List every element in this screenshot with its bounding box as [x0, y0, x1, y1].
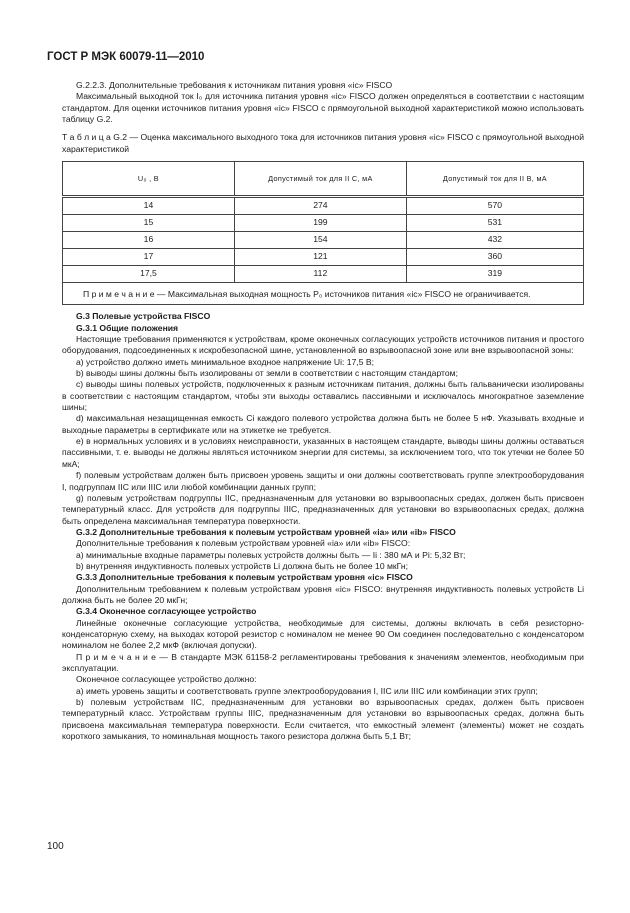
- table-cell: 319: [406, 266, 583, 283]
- body-paragraph: b) полевым устройствам IIC, предназначенным для установки во взрывоопасных средах, должен быть присвоен температурный класс. Устройствам группы IIIC, предназначенным для установки во взрывоопасных средах, должна быть присвоена максимальная температура поверхности. Если считается, что емкостный элемент (элементы) может не создать короткого замыкания, то номинальная мощность такого резистора должна быть 5,1 Вт;: [62, 697, 584, 742]
- table-row: [63, 249, 584, 266]
- body-paragraph: g) полевым устройствам подгруппы IIC, предназначенным для установки во взрывоопасных средах, должен быть присвоен температурный класс. Для устройств для подгруппы IIIC, предназначенных для установки во взрывоопасных средах, должна быть определена максимальная температура поверхности.: [62, 492, 584, 526]
- body-text: [62, 311, 584, 742]
- body-paragraph: e) в нормальных условиях и в условиях неисправности, указанных в настоящем стандарте, выводы шины должны оставаться пассивными, т. е. выводы не должны являться источником энергии для системы, за исключением того, что ток утечки не более 50 мкА;: [62, 436, 584, 469]
- table-note-row: [63, 283, 584, 305]
- section-g223-title: G.2.2.3. Дополнительные требования к источникам питания уровня «ic» FISCO: [76, 80, 393, 90]
- body-paragraph: c) выводы шины полевых устройств, подключенных к разным источникам питания, должны быть гальванически изолированы в соответствии с настоящим стандартом, чтобы эти выходы оставались пассивными и исключалось многократное заземление шины;: [62, 379, 584, 413]
- body-paragraph: a) устройство должно иметь минимальное входное напряжение Ui: 17,5 В;: [76, 356, 375, 367]
- table-cell: 432: [406, 232, 583, 249]
- body-paragraph: f) полевым устройствам должен быть присвоен уровень защиты и они должны соответствовать группе электрооборудования I, подгруппам IIC или IIIC или любой комбинации данных групп;: [62, 470, 584, 492]
- table-cell: 199: [234, 215, 406, 232]
- body-paragraph: Линейные оконечные согласующие устройства, необходимые для системы, должны включать в себя резисторно-конденсаторную схему, на выходах которой резистор с номиналом не менее 90 Ом соединен последовательно с конденсатором номиналом не более 2,2 мкФ (включая допуски).: [62, 617, 584, 651]
- body-paragraph: d) максимальная незащищенная емкость Ci каждого полевого устройства должна быть не более 5 нФ. Указывать входные и выходные параметры в сертификате или на этикетке не требуется.: [62, 413, 584, 435]
- body-paragraph: П р и м е ч а н и е — В стандарте МЭК 61158-2 регламентированы требования к значениям элементов, необходимым при эксплуатации.: [62, 651, 584, 674]
- table-row: [63, 232, 584, 249]
- body-paragraph: b) внутренняя индуктивность полевых устройств Li должна быть не более 10 мкГн;: [76, 560, 408, 571]
- section-heading: G.3 Полевые устройства FISCO: [76, 311, 211, 322]
- table-cell: 14: [63, 197, 235, 215]
- table-cell: 17: [63, 249, 235, 266]
- table-note: [63, 283, 584, 305]
- table-caption: Т а б л и ц а G.2 — Оценка максимального выходного тока для источников питания уровня «ic» FISCO с прямоугольной выходной характеристикой: [62, 132, 584, 154]
- page-content: [62, 80, 584, 742]
- table-cell: 531: [406, 215, 583, 232]
- page-header: ГОСТ Р МЭК 60079-11—2010: [47, 51, 205, 63]
- table-cell: 16: [63, 232, 235, 249]
- table-cell: 360: [406, 249, 583, 266]
- table-cell: 17,5: [63, 266, 235, 283]
- table-cell: 154: [234, 232, 406, 249]
- table-row: [63, 215, 584, 232]
- table-row: [63, 197, 584, 215]
- body-paragraph: Настоящие требования применяются к устройствам, кроме оконечных согласующих устройств источников питания и простого оборудования, подсоединенных к искробезопасной шине, установленной во взрывоопасной зоне или вне взрывоопасной зоны:: [62, 334, 584, 356]
- body-paragraph: a) иметь уровень защиты и соответствовать группе электрооборудования I, IIC или IIIC или комбинации этих групп;: [76, 685, 538, 696]
- body-paragraph: b) выводы шины должны быть изолированы от земли в соответствии с настоящим стандартом;: [76, 368, 458, 379]
- body-paragraph: Дополнительным требованием к полевым устройствам уровня «ic» FISCO: внутренняя индуктивность полевых устройств Li должна быть не более 20 мкГн;: [62, 583, 584, 605]
- table-header-cell: U₀ , В: [63, 162, 235, 197]
- table-header-cell: Допустимый ток для II B, мА: [406, 162, 583, 197]
- body-paragraph: Дополнительные требования к полевым устройствам уровней «ia» или «ib» FISCO:: [76, 538, 411, 549]
- table-note-text: П р и м е ч а н и е — Максимальная выходная мощность P₀ источников питания «ic» FISCO не ограничивается.: [83, 289, 531, 300]
- section-heading: G.3.1 Общие положения: [76, 322, 179, 333]
- section-g223-text: Максимальный выходной ток I₀ для источника питания уровня «ic» FISCO должен определяться в соответствии с настоящим стандартом. Для оценки источников питания уровня «ic» FISCO с прямоугольной выходной характеристикой можно использовать таблицу G.2.: [62, 91, 584, 125]
- table-header-cell: Допустимый ток для II C, мА: [234, 162, 406, 197]
- body-paragraph: a) минимальные входные параметры полевых устройств должны быть — Ii : 380 мА и Pi: 5,32 Вт;: [76, 549, 466, 560]
- section-heading: G.3.3 Дополнительные требования к полевым устройствам уровня «ic» FISCO: [76, 572, 413, 583]
- section-heading: G.3.4 Оконечное согласующее устройство: [76, 606, 257, 617]
- table-g2: [62, 161, 584, 305]
- body-paragraph: Оконечное согласующее устройство должно:: [76, 674, 257, 685]
- table-cell: 15: [63, 215, 235, 232]
- section-heading: G.3.2 Дополнительные требования к полевым устройствам уровней «ia» или «ib» FISCO: [76, 526, 456, 537]
- table-cell: 570: [406, 197, 583, 215]
- table-row: [63, 266, 584, 283]
- page-number: 100: [47, 841, 64, 852]
- table-cell: 274: [234, 197, 406, 215]
- table-header-row: [63, 162, 584, 197]
- table-cell: 121: [234, 249, 406, 266]
- table-cell: 112: [234, 266, 406, 283]
